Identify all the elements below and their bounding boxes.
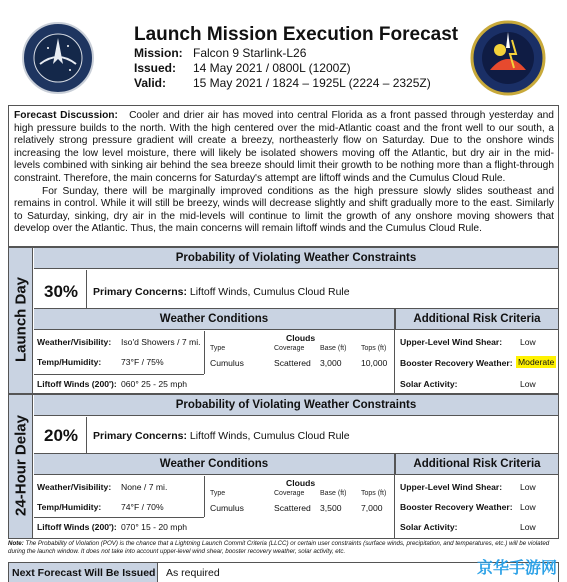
booster-value <box>516 357 556 367</box>
concerns-value: Liftoff Winds, Cumulus Cloud Rule <box>189 430 350 442</box>
clouds-label: Clouds <box>286 478 316 488</box>
next-forecast-value: As required <box>166 567 220 579</box>
delay-concerns <box>93 430 350 442</box>
cloud-base: 3,500 <box>320 503 342 513</box>
valid-row <box>134 76 431 90</box>
forecast-discussion: Forecast Discussion: Cooler and drier air has moved into central Florida as a front passed through yesterday and high pressure builds to the north. With the high centered over the mid-Atlantic coast and the front well to our south, a relatively strong pressure gradient will create a breezy, northeasterly flow on Saturday. Due to the onshore winds increasing the low level moisture, there will likely be isolated showers moving off the Atlantic, but dry air in the mid-levels combined with sinking air behind the sea breeze should limit their growth to be nothing more than a flight-through constraint. Therefore, the main concerns for Saturday's attempt are liftoff winds and the Cumulus Cloud Rule. For Sunday, there will be marginally improved conditions as the high pressure slowly slides southeast and remains in control. While it will still be breezy, winds will decrease slightly and shift gradually more to the east. Similarly to Saturday, sinking, dry air in the mid-levels will continue to limit the growth of any onshore moving showers that develop over the Atlantic. Thus, the main concerns will remain liftoff winds and the Cumulus Cloud Rule. <box>14 110 554 235</box>
shear-value: Low <box>520 337 536 347</box>
space-force-seal <box>22 22 94 94</box>
cloud-col-coverage: Coverage <box>274 490 305 497</box>
wind-value: 060° 25 - 25 mph <box>121 379 188 389</box>
issued-value: 14 May 2021 / 0800L (1200Z) <box>193 61 351 75</box>
cloud-tops: 10,000 <box>361 358 388 368</box>
discussion-label: Forecast Discussion <box>14 110 115 121</box>
vis-label: Weather/Visibility: <box>37 337 112 347</box>
valid-label: Valid: <box>134 76 167 90</box>
solar-value: Low <box>520 522 536 532</box>
cloud-col-type: Type <box>210 345 226 352</box>
solar-label: Solar Activity: <box>400 379 458 389</box>
divider <box>204 476 205 517</box>
temp-label: Temp/Humidity: <box>37 502 102 512</box>
concerns-label: Primary Concerns: <box>93 286 187 298</box>
divider <box>394 309 395 393</box>
temp-value: 74°F / 70% <box>121 502 164 512</box>
solar-label: Solar Activity: <box>400 522 458 532</box>
pov-note: Note: The Probability of Violation (POV) is the chance that a Lightning Launch Commit Criteria (LLCC) or certain user constraints (surface winds, precipitation, and temperatures, etc.) will be violated during the launch window. It does not take into account upper-level wind shear, booster recovery weather, solar activity, etc. <box>8 540 550 555</box>
mission-row <box>134 46 306 60</box>
cloud-coverage: Scattered <box>274 503 311 513</box>
concerns-label: Primary Concerns: <box>93 430 187 442</box>
delay-sidebar <box>9 395 33 538</box>
booster-label: Booster Recovery Weather: <box>400 502 513 512</box>
issued-label: Issued: <box>134 61 177 75</box>
divider <box>34 374 204 375</box>
divider <box>86 417 87 453</box>
delay-wx-header: Weather Conditions <box>34 454 394 475</box>
note-text: The Probability of Violation (POV) is the chance that a Lightning Launch Commit Criteria (LLCC) or certain user constraints (surface winds, precipitation, and temperatures, etc.) will be violated during the launch window. It does not take into account upper-level wind shear, booster recovery weather, solar activity, etc. <box>8 540 550 555</box>
vis-value: Iso'd Showers / 7 mi. <box>121 337 201 347</box>
launch-day-wx-header: Weather Conditions <box>34 309 394 330</box>
note-label: Note <box>8 540 22 547</box>
divider <box>86 270 87 308</box>
discussion-paragraph-1: Cooler and drier air has moved into central Florida as a front passed through yesterday and high pressure builds to the north. With the high centered over the mid-Atlantic coast and the front well to our south, a relatively strong pressure gradient will create a breezy, northeasterly flow on Saturday. Due to the onshore winds increasing the low level moisture, there will likely be isolated showers moving off the Atlantic, but dry air in the mid-levels combined with sinking air behind the sea breeze should limit their growth to be nothing more than a flight-through constraint. Therefore, the main concerns for Saturday's attempt are liftoff winds and the Cumulus Cloud Rule. <box>14 110 554 184</box>
divider <box>394 454 395 538</box>
delay-risk-header: Additional Risk Criteria <box>395 454 558 475</box>
cloud-coverage: Scattered <box>274 358 311 368</box>
shear-value: Low <box>520 482 536 492</box>
wind-value: 070° 15 - 20 mph <box>121 522 188 532</box>
cloud-col-base: Base (ft) <box>320 490 347 497</box>
divider <box>204 331 205 374</box>
vis-value: None / 7 mi. <box>121 482 168 492</box>
launch-day-concerns <box>93 286 350 298</box>
cloud-col-type: Type <box>210 490 226 497</box>
mission-value: Falcon 9 Starlink-L26 <box>193 46 307 60</box>
launch-day-prob-header: Probability of Violating Weather Constraints <box>34 248 558 269</box>
temp-label: Temp/Humidity: <box>37 357 102 367</box>
next-forecast-label: Next Forecast Will Be Issued <box>12 567 156 579</box>
delay-probability: 20% <box>44 426 79 445</box>
booster-label: Booster Recovery Weather: <box>400 358 513 368</box>
cloud-type: Cumulus <box>210 358 244 368</box>
valid-value: 15 May 2021 / 1824 – 1925L (2224 – 2325Z) <box>193 76 431 90</box>
divider <box>34 517 204 518</box>
weather-squadron-patch <box>470 18 546 98</box>
launch-day-risk-header: Additional Risk Criteria <box>395 309 558 330</box>
launch-day-sidebar <box>9 248 33 393</box>
shear-label: Upper-Level Wind Shear: <box>400 337 503 347</box>
delay-label: 24-Hour Delay <box>12 415 30 516</box>
solar-value: Low <box>520 379 536 389</box>
weather-squadron-patch-icon <box>470 18 546 98</box>
discussion-paragraph-2: For Sunday, there will be marginally improved conditions as the high pressure slowly slides southeast and remains in control. While it will still be breezy, winds will decrease slightly and shift gradually more to the east. Similarly to Saturday, sinking, dry air in the mid-levels will continue to limit the growth of any onshore moving showers that develop over the Atlantic. Thus, the main concerns will remain liftoff winds and the Cumulus Cloud Rule. <box>14 185 554 235</box>
mission-label: Mission: <box>134 46 183 60</box>
booster-value: Low <box>520 502 536 512</box>
cloud-base: 3,000 <box>320 358 342 368</box>
vis-label: Weather/Visibility: <box>37 482 112 492</box>
clouds-label: Clouds <box>286 333 316 343</box>
wind-label: Liftoff Winds (200'): <box>37 379 117 389</box>
launch-day-probability: 30% <box>44 282 79 301</box>
cloud-col-tops: Tops (ft) <box>361 490 387 497</box>
page-title: Launch Mission Execution Forecast <box>134 24 459 45</box>
wind-label: Liftoff Winds (200'): <box>37 522 117 532</box>
cloud-col-coverage: Coverage <box>274 345 305 352</box>
cloud-tops: 7,000 <box>361 503 383 513</box>
cloud-col-base: Base (ft) <box>320 345 347 352</box>
temp-value: 73°F / 75% <box>121 357 164 367</box>
booster-highlight: Moderate <box>518 357 555 367</box>
cloud-col-tops: Tops (ft) <box>361 345 387 352</box>
shear-label: Upper-Level Wind Shear: <box>400 482 503 492</box>
issued-row <box>134 61 351 75</box>
concerns-value: Liftoff Winds, Cumulus Cloud Rule <box>189 286 350 298</box>
delay-prob-header: Probability of Violating Weather Constraints <box>34 395 558 416</box>
space-force-seal-icon <box>24 24 92 92</box>
site-watermark: 京华手游网 <box>476 560 557 577</box>
launch-day-label: Launch Day <box>12 276 30 363</box>
cloud-type: Cumulus <box>210 503 244 513</box>
